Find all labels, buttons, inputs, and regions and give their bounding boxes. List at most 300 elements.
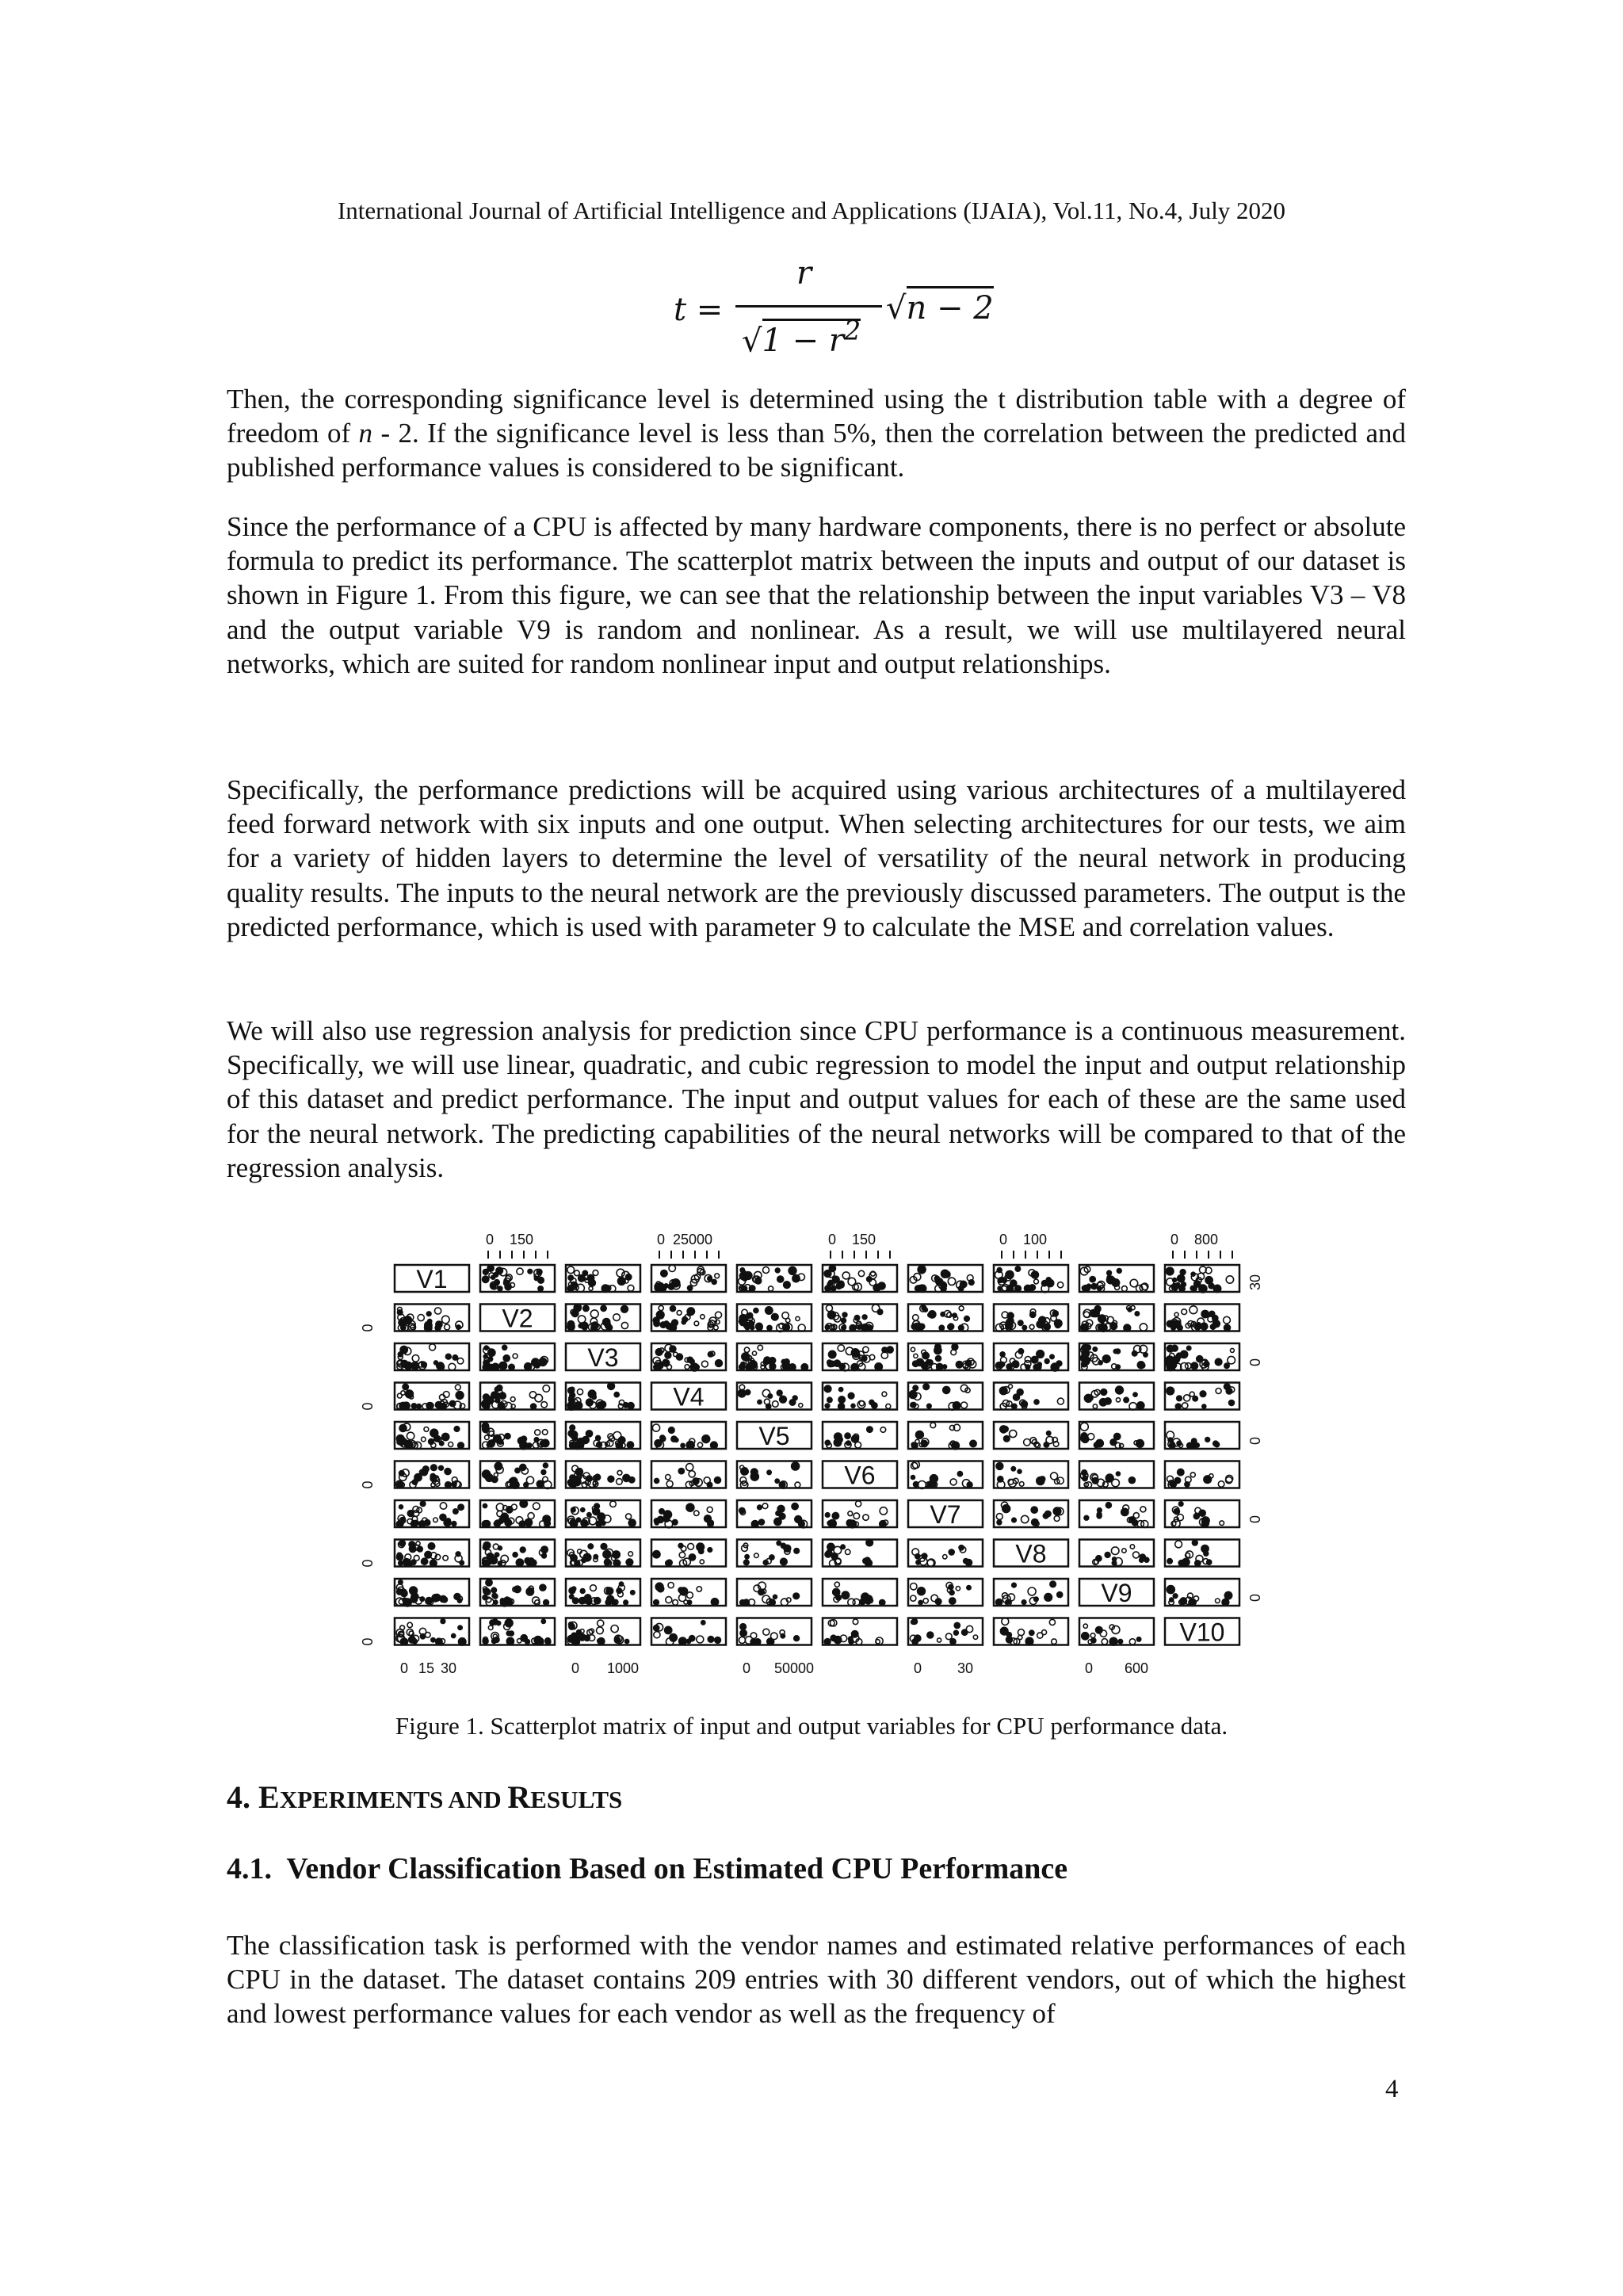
scatter-point <box>626 1559 633 1566</box>
matrix-panel <box>566 1383 640 1411</box>
scatter-point <box>715 1477 721 1484</box>
scatter-point <box>825 1286 831 1291</box>
scatter-point <box>941 1312 945 1316</box>
scatter-point <box>580 1589 585 1594</box>
scatter-point <box>1084 1515 1089 1520</box>
scatter-point <box>740 1465 744 1469</box>
matrix-panel <box>823 1579 897 1606</box>
matrix-panel <box>651 1500 726 1528</box>
scatter-point <box>1144 1557 1149 1562</box>
scatter-point <box>841 1545 845 1549</box>
scatter-point <box>827 1543 834 1550</box>
scatter-point <box>581 1520 588 1527</box>
scatter-point <box>916 1358 923 1366</box>
scatter-point <box>1178 1502 1183 1507</box>
scatter-point <box>948 1278 955 1285</box>
scatter-point <box>708 1637 714 1643</box>
matrix-panel <box>566 1500 640 1527</box>
scatter-point <box>1124 1397 1128 1402</box>
scatter-point <box>708 1548 712 1553</box>
scatter-point <box>629 1477 635 1483</box>
scatter-point <box>509 1364 514 1370</box>
scatter-point <box>880 1599 885 1605</box>
scatter-point <box>435 1325 441 1331</box>
scatter-point <box>686 1441 694 1449</box>
matrix-panel <box>823 1383 897 1410</box>
scatter-point <box>750 1473 758 1480</box>
scatter-point <box>426 1312 431 1316</box>
scatter-point <box>603 1319 610 1326</box>
scatter-point <box>930 1423 936 1428</box>
scatter-point <box>1034 1400 1039 1404</box>
scatter-point <box>689 1554 695 1561</box>
scatter-point <box>483 1542 491 1549</box>
matrix-panel <box>1079 1383 1154 1411</box>
matrix-panel <box>395 1383 469 1410</box>
scatter-point <box>410 1587 418 1595</box>
scatter-point <box>768 1394 772 1398</box>
scatter-point <box>836 1595 842 1601</box>
scatter-point <box>621 1322 628 1328</box>
scatter-point <box>882 1392 887 1396</box>
scatter-point <box>700 1560 704 1564</box>
scatter-point <box>749 1286 754 1291</box>
scatter-point <box>487 1396 494 1404</box>
scatter-point <box>758 1400 762 1404</box>
scatter-point <box>1190 1442 1197 1449</box>
scatter-point <box>1010 1430 1017 1437</box>
scatter-point <box>914 1354 918 1358</box>
scatter-point <box>491 1587 496 1592</box>
scatter-point <box>996 1514 1002 1520</box>
scatter-point <box>694 1365 700 1370</box>
scatter-point <box>851 1404 855 1408</box>
panel-frame <box>823 1422 897 1449</box>
scatter-point <box>739 1364 745 1370</box>
scatter-point <box>445 1469 451 1475</box>
scatter-point <box>1200 1391 1206 1397</box>
scatter-point <box>412 1639 417 1644</box>
paragraph-scatterplot: Since the performance of a CPU is affected by many hardware components, there is no perfect or absolute formula to predict its performance. The scatterplot matrix between the inputs and output of our dataset is shown in Figure 1. From this figure, we can see that the relationship between the input variables V3 – V8 and the output variable V9 is random and nonlinear. As a result, we will use multilayered neural networks, which are suited for random nonlinear input and output relationships. <box>227 511 1406 679</box>
scatter-point <box>411 1404 416 1408</box>
scatter-point <box>1109 1637 1117 1645</box>
scatter-point <box>1025 1357 1031 1363</box>
scatter-point <box>613 1432 621 1440</box>
scatter-point <box>1029 1630 1034 1635</box>
scatter-point <box>739 1319 745 1324</box>
scatter-point <box>492 1593 497 1598</box>
scatter-point <box>571 1482 576 1488</box>
scatter-point <box>433 1518 438 1522</box>
scatter-point <box>711 1599 718 1606</box>
scatter-point <box>801 1364 808 1370</box>
scatter-point <box>442 1316 450 1324</box>
matrix-panel <box>823 1305 897 1331</box>
matrix-panel <box>1165 1618 1239 1647</box>
left-axis-label: 0 <box>360 1402 376 1411</box>
scatter-point <box>794 1549 800 1554</box>
scatter-point <box>750 1639 756 1645</box>
scatter-point <box>973 1635 977 1639</box>
scatter-point <box>777 1390 782 1396</box>
scatter-point <box>767 1470 771 1474</box>
scatter-point <box>954 1622 960 1628</box>
matrix-panel <box>994 1305 1068 1332</box>
scatter-point <box>594 1598 601 1604</box>
scatter-point <box>1098 1315 1106 1323</box>
matrix-panel <box>651 1579 726 1606</box>
scatter-point <box>781 1558 788 1565</box>
scatter-point <box>1135 1312 1139 1316</box>
scatter-point <box>587 1513 591 1517</box>
scatter-point <box>658 1586 664 1592</box>
exponent: 2 <box>844 315 861 346</box>
scatter-point <box>949 1598 956 1604</box>
scatter-point <box>1040 1477 1045 1482</box>
scatter-point <box>1205 1277 1212 1284</box>
scatter-point <box>1012 1361 1018 1367</box>
scatter-point <box>1167 1345 1174 1352</box>
matrix-panel <box>737 1265 812 1292</box>
scatter-point <box>453 1355 457 1360</box>
scatter-point <box>838 1404 845 1410</box>
scatter-point <box>739 1507 745 1513</box>
scatter-point <box>856 1501 861 1507</box>
scatter-point <box>1107 1276 1115 1284</box>
scatter-point <box>453 1509 458 1514</box>
scatter-point <box>1045 1511 1051 1516</box>
matrix-panel <box>1165 1540 1239 1567</box>
scatter-point <box>912 1639 918 1645</box>
scatter-point <box>1180 1270 1186 1275</box>
scatter-point <box>923 1384 930 1390</box>
scatter-point <box>1093 1404 1097 1408</box>
scatter-point <box>486 1580 492 1586</box>
variable-label: V10 <box>1179 1618 1225 1647</box>
scatter-point <box>544 1520 551 1526</box>
scatter-point <box>848 1511 853 1516</box>
top-axis-label: 150 <box>851 1232 876 1247</box>
matrix-panel <box>1165 1500 1239 1527</box>
panel-frame <box>1165 1540 1239 1567</box>
scatter-point <box>772 1313 779 1320</box>
scatter-point <box>1177 1396 1182 1401</box>
scatter-point <box>1190 1473 1195 1477</box>
matrix-panel <box>480 1579 555 1606</box>
panel-frame <box>395 1500 469 1527</box>
scatter-point <box>832 1512 838 1519</box>
scatter-point <box>396 1521 403 1527</box>
scatter-point <box>777 1276 784 1282</box>
scatter-point <box>1101 1389 1107 1396</box>
scatter-point <box>568 1275 573 1280</box>
scatter-point <box>571 1507 576 1512</box>
scatter-point <box>597 1627 604 1634</box>
scatter-point <box>631 1591 635 1595</box>
scatter-point <box>708 1521 713 1526</box>
scatter-point <box>784 1282 791 1289</box>
t-statistic-formula <box>666 255 1006 371</box>
scatter-point <box>418 1315 424 1321</box>
scatter-point <box>781 1634 785 1638</box>
scatter-point <box>577 1389 582 1395</box>
scatter-point <box>842 1272 850 1279</box>
scatter-point <box>541 1402 548 1408</box>
scatter-point <box>589 1286 593 1290</box>
scatter-point <box>661 1270 667 1277</box>
scatter-point <box>1224 1591 1232 1599</box>
scatter-point <box>789 1364 796 1370</box>
scatter-point <box>1190 1306 1197 1314</box>
top-axis-label: 0 <box>999 1232 1008 1247</box>
scatter-point <box>483 1521 490 1527</box>
scatter-point <box>941 1270 949 1278</box>
scatter-point <box>1209 1311 1215 1316</box>
scatter-point <box>540 1584 546 1591</box>
scatter-point <box>439 1465 444 1470</box>
scatter-point <box>1137 1362 1144 1369</box>
scatter-point <box>614 1637 620 1643</box>
scatter-point <box>697 1442 702 1447</box>
scatter-point <box>496 1267 503 1274</box>
scatter-point <box>1082 1633 1089 1640</box>
right-axis-label: 30 <box>1247 1274 1263 1291</box>
bottom-axis-label: 1000 <box>606 1660 640 1676</box>
bottom-axis-label: 0 <box>571 1660 580 1676</box>
scatter-point <box>1082 1470 1087 1476</box>
scatter-point <box>1168 1438 1172 1442</box>
scatter-point <box>780 1396 787 1403</box>
scatter-point <box>939 1325 944 1330</box>
matrix-panel <box>395 1305 469 1332</box>
scatter-point <box>570 1595 574 1599</box>
scatter-point <box>758 1505 762 1510</box>
scatter-point <box>407 1432 414 1439</box>
scatter-point <box>742 1545 748 1552</box>
scatter-point <box>682 1320 685 1324</box>
matrix-panel <box>823 1500 897 1528</box>
scatter-point <box>824 1385 831 1392</box>
scatter-point <box>628 1403 634 1409</box>
matrix-panel <box>994 1265 1068 1293</box>
scatter-point <box>681 1443 685 1447</box>
scatter-point <box>541 1470 546 1475</box>
scatter-point <box>592 1395 596 1399</box>
scatter-point <box>669 1427 675 1434</box>
scatter-point <box>601 1305 606 1311</box>
scatter-point <box>1133 1552 1140 1558</box>
scatter-point <box>685 1481 692 1488</box>
scatter-point <box>948 1324 953 1329</box>
scatter-point <box>1184 1395 1190 1401</box>
scatter-point <box>580 1629 584 1633</box>
scatter-point <box>1107 1270 1112 1275</box>
scatter-point <box>483 1503 487 1507</box>
scatter-point <box>938 1638 941 1642</box>
scatter-point <box>796 1316 800 1320</box>
scatter-point <box>543 1385 550 1392</box>
scatter-point <box>575 1402 582 1409</box>
scatter-point <box>485 1435 490 1440</box>
scatter-point <box>567 1266 575 1274</box>
scatter-point <box>865 1595 872 1602</box>
scatter-point <box>848 1392 854 1399</box>
matrix-panel <box>737 1383 812 1410</box>
scatter-point <box>458 1504 464 1510</box>
scatter-point <box>395 1598 403 1606</box>
scatter-point <box>918 1266 926 1274</box>
scatter-point <box>502 1345 507 1350</box>
scatter-point <box>880 1521 886 1527</box>
scatter-point <box>1213 1285 1220 1292</box>
scatter-point <box>1213 1441 1218 1446</box>
scatter-point <box>656 1311 664 1319</box>
scatter-point <box>1118 1639 1122 1643</box>
scatter-point <box>456 1325 460 1329</box>
scatter-point <box>1140 1558 1144 1562</box>
scatter-point <box>483 1276 489 1282</box>
scatter-point <box>997 1520 1002 1525</box>
matrix-panel <box>480 1343 555 1370</box>
scatter-point <box>665 1626 672 1633</box>
scatter-point <box>996 1599 1002 1606</box>
scatter-point <box>666 1323 672 1329</box>
scatter-point <box>571 1282 577 1288</box>
scatter-point <box>619 1437 625 1443</box>
scatter-point <box>783 1324 790 1331</box>
scatter-point <box>422 1437 426 1442</box>
scatter-point <box>831 1286 836 1291</box>
scatter-point <box>654 1626 659 1631</box>
scatter-point <box>569 1396 573 1400</box>
scatter-point <box>1205 1438 1210 1442</box>
scatter-point <box>697 1587 701 1591</box>
scatter-point <box>1216 1389 1221 1394</box>
scatter-point <box>761 1365 765 1369</box>
right-axis-label: 0 <box>1247 1593 1263 1603</box>
scatter-point <box>538 1278 544 1284</box>
scatter-point <box>872 1305 879 1312</box>
scatter-point <box>606 1587 613 1595</box>
scatter-point <box>685 1365 689 1370</box>
scatter-point <box>1128 1308 1132 1312</box>
scatter-point <box>531 1404 537 1409</box>
scatter-point <box>866 1539 873 1546</box>
scatter-point <box>510 1397 515 1402</box>
scatter-point <box>834 1582 839 1587</box>
scatter-point <box>1106 1503 1111 1508</box>
scatter-point <box>1140 1507 1146 1512</box>
scatter-point <box>943 1555 947 1559</box>
scatter-point <box>769 1555 774 1560</box>
scatter-point <box>763 1267 769 1274</box>
scatter-point <box>927 1560 934 1567</box>
scatter-point <box>923 1599 928 1603</box>
scatter-point <box>867 1277 872 1282</box>
scatter-point <box>1082 1286 1086 1290</box>
matrix-panel <box>908 1265 983 1293</box>
scatter-point <box>1022 1325 1026 1329</box>
scatter-point <box>575 1270 580 1276</box>
scatter-point <box>923 1308 927 1312</box>
scatter-point <box>542 1430 548 1435</box>
scatter-point <box>428 1320 432 1324</box>
scatter-point <box>598 1639 601 1643</box>
scatter-point <box>1175 1404 1181 1409</box>
scatter-point <box>1025 1637 1033 1645</box>
scatter-point <box>954 1630 959 1635</box>
scatter-point <box>1015 1266 1020 1271</box>
scatter-point <box>422 1362 427 1368</box>
scatter-point <box>913 1315 918 1320</box>
matrix-panel <box>737 1343 812 1370</box>
scatter-point <box>775 1268 780 1273</box>
scatter-point <box>792 1462 800 1470</box>
scatter-point <box>497 1621 501 1625</box>
scatter-point <box>398 1352 403 1357</box>
scatter-point <box>961 1402 968 1408</box>
bottom-axis-label: 30 <box>957 1660 974 1676</box>
scatter-point <box>1130 1545 1134 1549</box>
scatterplot-matrix-figure <box>349 1227 1276 1687</box>
scatter-point <box>1083 1624 1087 1628</box>
scatter-point <box>1018 1320 1023 1325</box>
scatter-point <box>1028 1587 1036 1595</box>
scatter-point <box>793 1593 800 1599</box>
matrix-panel <box>395 1579 469 1606</box>
matrix-panel <box>823 1422 897 1449</box>
scatter-point <box>1133 1392 1137 1396</box>
scatter-point <box>911 1595 916 1601</box>
scatter-point <box>1224 1363 1229 1368</box>
variable-label: V5 <box>758 1422 790 1450</box>
scatter-point <box>570 1425 575 1431</box>
scatter-point <box>517 1268 523 1274</box>
scatter-point <box>708 1352 712 1357</box>
scatter-point <box>432 1595 439 1602</box>
scatter-point <box>1202 1404 1206 1408</box>
matrix-panel <box>908 1383 983 1411</box>
scatter-point <box>941 1284 945 1288</box>
matrix-panel <box>395 1265 469 1293</box>
bottom-axis-label: 0 <box>913 1660 922 1676</box>
scatter-point <box>409 1541 415 1548</box>
scatter-point <box>1012 1583 1017 1587</box>
scatter-point <box>776 1511 781 1516</box>
top-axis-label: 0 <box>827 1232 837 1247</box>
scatter-point <box>688 1543 694 1549</box>
scatter-point <box>490 1620 495 1626</box>
journal-header: International Journal of Artificial Intelligence and Applications (IJAIA), Vol.11, No.4, July 2020 <box>337 197 1286 224</box>
scatter-point <box>752 1351 756 1355</box>
scatter-point <box>535 1430 540 1435</box>
scatter-point <box>529 1392 536 1398</box>
scatter-point <box>1081 1435 1088 1442</box>
scatter-point <box>694 1511 699 1515</box>
scatter-point <box>670 1634 677 1641</box>
matrix-panel <box>395 1343 469 1370</box>
matrix-panel <box>480 1383 555 1411</box>
scatter-point <box>1228 1356 1235 1364</box>
matrix-panel <box>651 1383 726 1412</box>
scatter-point <box>686 1464 693 1471</box>
scatter-point <box>673 1600 678 1606</box>
panel-frame <box>1079 1500 1154 1527</box>
scatter-point <box>825 1325 829 1329</box>
scatter-point <box>419 1521 426 1527</box>
scatter-point <box>702 1435 710 1443</box>
scatter-point <box>959 1286 964 1291</box>
